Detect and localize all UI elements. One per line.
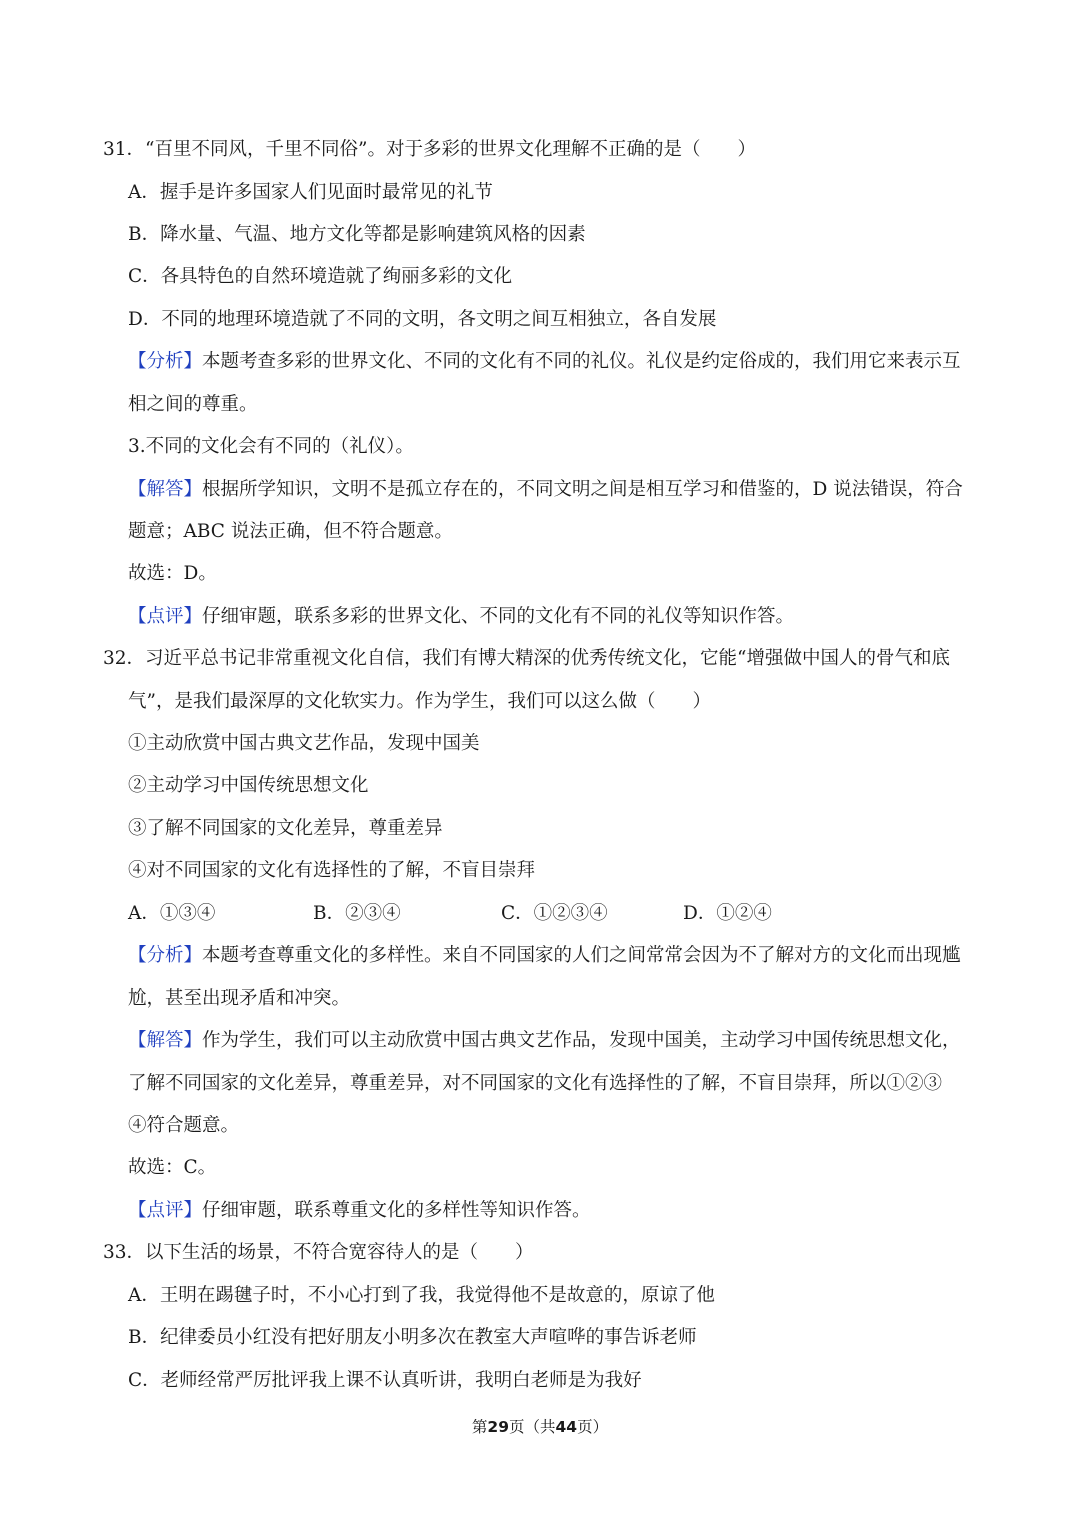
q32-item-2: ②主动学习中国传统思想文化 bbox=[128, 775, 369, 796]
footer-suffix: 页） bbox=[577, 1418, 609, 1436]
analysis-text: 本题考查尊重文化的多样性。来自不同国家的人们之间常常会因为不了解对方的文化而出现尴 bbox=[202, 945, 961, 966]
q33-stem: 33．以下生活的场景，不符合宽容待人的是（ ） bbox=[103, 1242, 534, 1263]
analysis-tag: 【分析】 bbox=[128, 945, 203, 966]
q32-analysis-cont: 尬，甚至出现矛盾和冲突。 bbox=[128, 988, 351, 1009]
q33-option-c: C．老师经常严厉批评我上课不认真听讲，我明白老师是为我好 bbox=[128, 1370, 642, 1391]
comment-tag: 【点评】 bbox=[128, 606, 203, 627]
q32-item-3: ③了解不同国家的文化差异，尊重差异 bbox=[128, 818, 443, 839]
q32-choice: 故选：C。 bbox=[128, 1157, 217, 1178]
q32-item-1: ①主动欣赏中国古典文艺作品，发现中国美 bbox=[128, 733, 480, 754]
q31-option-a: A．握手是许多国家人们见面时最常见的礼节 bbox=[128, 182, 493, 203]
page-number: 29 bbox=[487, 1418, 509, 1436]
q32-option-c: C．①②③④ bbox=[501, 903, 608, 924]
page-footer bbox=[0, 1416, 1080, 1438]
q32-item-4: ④对不同国家的文化有选择性的了解，不盲目崇拜 bbox=[128, 860, 536, 881]
total-pages: 44 bbox=[555, 1418, 578, 1436]
q32-option-a: A．①③④ bbox=[128, 903, 216, 924]
q31-analysis-cont: 相之间的尊重。 bbox=[128, 394, 258, 415]
q32-option-d: D．①②④ bbox=[683, 903, 772, 924]
q31-option-b: B．降水量、气温、地方文化等都是影响建筑风格的因素 bbox=[128, 224, 586, 245]
comment-text: 仔细审题，联系尊重文化的多样性等知识作答。 bbox=[202, 1200, 591, 1221]
q32-option-b: B．②③④ bbox=[313, 903, 401, 924]
q31-stem: 31．“百里不同风，千里不同俗”。对于多彩的世界文化理解不正确的是（ ） bbox=[103, 139, 756, 160]
answer-tag: 【解答】 bbox=[128, 479, 203, 500]
comment-text: 仔细审题，联系多彩的世界文化、不同的文化有不同的礼仪等知识作答。 bbox=[202, 606, 795, 627]
q32-answer-cont2: ④符合题意。 bbox=[128, 1115, 240, 1136]
q33-option-a: A．王明在踢毽子时，不小心打到了我，我觉得他不是故意的，原谅了他 bbox=[128, 1285, 715, 1306]
analysis-text: 本题考查多彩的世界文化、不同的文化有不同的礼仪。礼仪是约定俗成的，我们用它来表示互 bbox=[202, 351, 961, 372]
q32-stem-cont: 气”，是我们最深厚的文化软实力。作为学生，我们可以这么做（ ） bbox=[128, 691, 711, 712]
comment-tag: 【点评】 bbox=[128, 1200, 203, 1221]
q33-option-b: B．纪律委员小红没有把好朋友小明多次在教室大声喧哗的事告诉老师 bbox=[128, 1327, 697, 1348]
analysis-tag: 【分析】 bbox=[128, 351, 203, 372]
q32-stem: 32．习近平总书记非常重视文化自信，我们有博大精深的优秀传统文化，它能“增强做中国人的骨气和底 bbox=[103, 648, 951, 669]
answer-text: 作为学生，我们可以主动欣赏中国古典文艺作品，发现中国美，主动学习中国传统思想文化， bbox=[202, 1030, 961, 1051]
answer-tag: 【解答】 bbox=[128, 1030, 203, 1051]
q32-analysis bbox=[128, 943, 961, 969]
answer-text: 根据所学知识，文明不是孤立存在的，不同文明之间是相互学习和借鉴的，D 说法错误，符合 bbox=[202, 479, 963, 500]
q32-answer bbox=[128, 1028, 961, 1054]
q31-answer-cont: 题意；ABC 说法正确，但不符合题意。 bbox=[128, 521, 453, 542]
q32-options bbox=[128, 901, 772, 927]
footer-middle: 页（共 bbox=[508, 1418, 556, 1436]
q31-extra: 3.不同的文化会有不同的（礼仪）。 bbox=[128, 436, 414, 457]
q32-answer-cont: 了解不同国家的文化差异，尊重差异，对不同国家的文化有选择性的了解，不盲目崇拜，所以①②③ bbox=[128, 1073, 943, 1094]
q31-analysis bbox=[128, 349, 961, 375]
q31-option-d: D．不同的地理环境造就了不同的文明，各文明之间互相独立，各自发展 bbox=[128, 309, 717, 330]
footer-prefix: 第 bbox=[471, 1418, 488, 1436]
q31-comment bbox=[128, 604, 794, 630]
q31-option-c: C．各具特色的自然环境造就了绚丽多彩的文化 bbox=[128, 266, 513, 287]
q32-comment bbox=[128, 1198, 591, 1224]
q31-answer bbox=[128, 477, 963, 503]
q31-choice: 故选：D。 bbox=[128, 563, 217, 584]
